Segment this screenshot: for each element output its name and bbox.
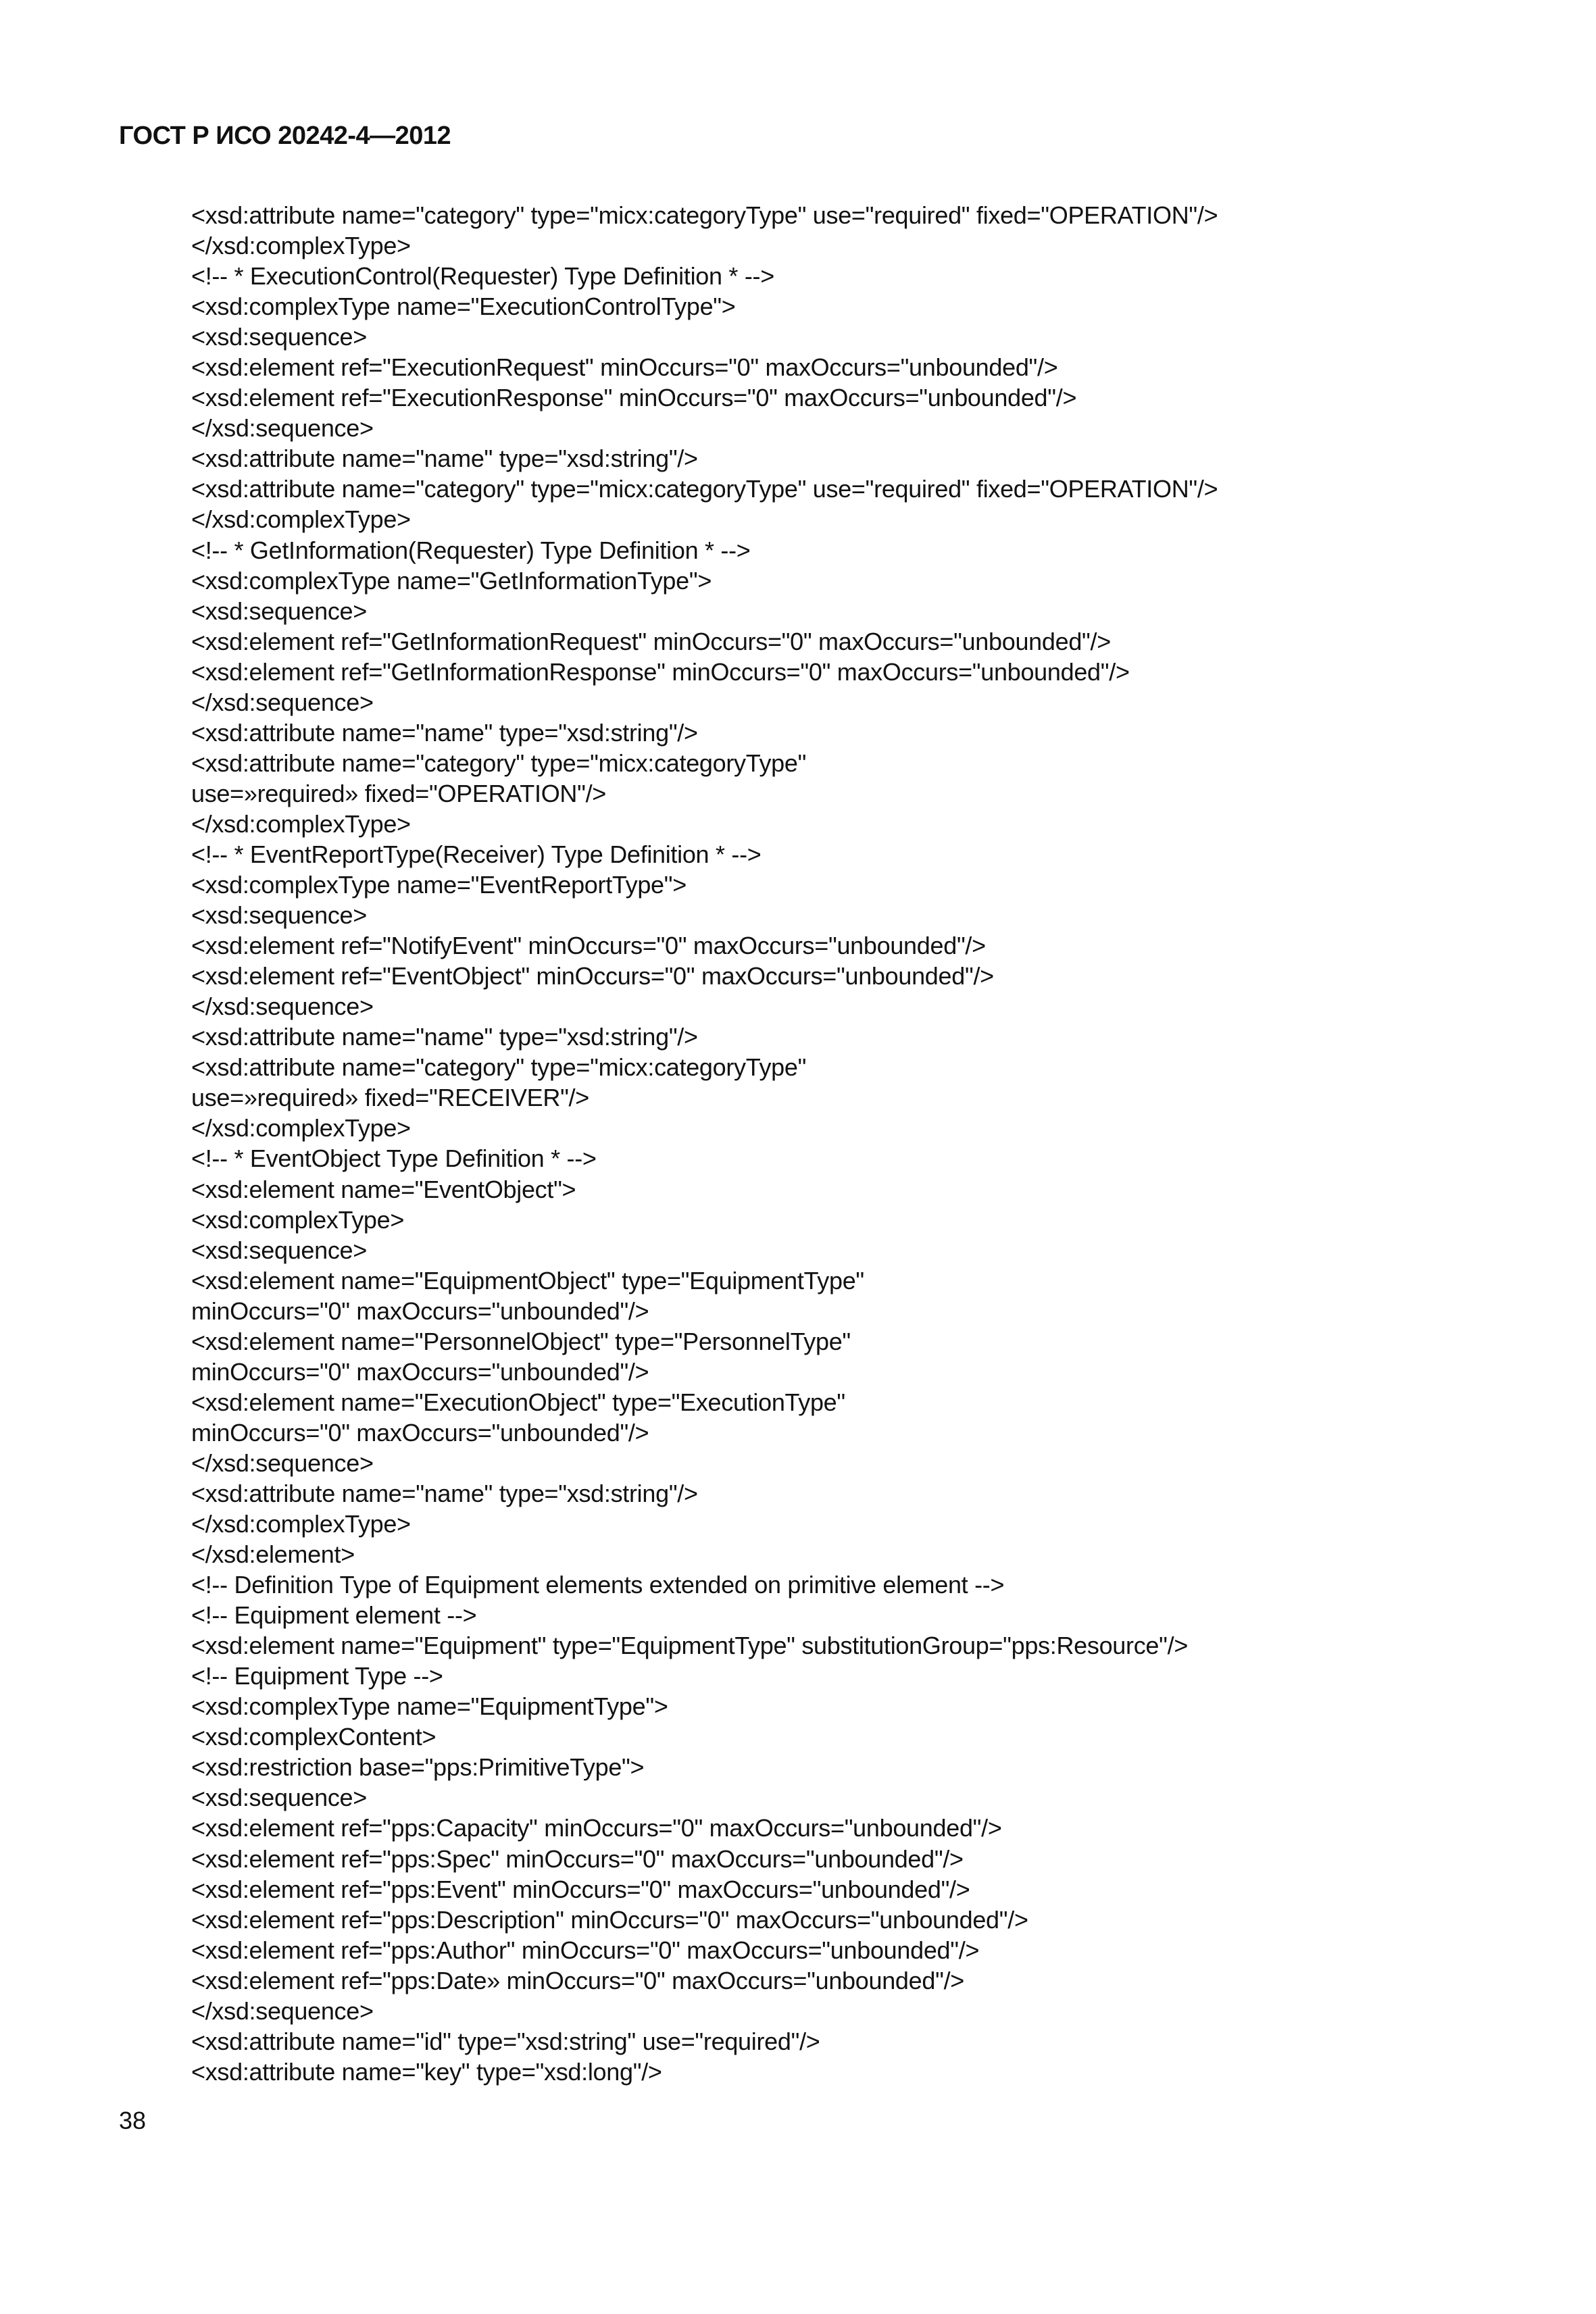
code-line: <xsd:element ref="NotifyEvent" minOccurs="0" maxOccurs="unbounded"/> — [191, 932, 986, 960]
code-line: <xsd:complexType name="GetInformationType"> — [191, 566, 712, 595]
xsd-code-listing — [191, 200, 1529, 2087]
code-line: minOccurs="0" maxOccurs="unbounded"/> — [191, 1357, 649, 1386]
code-line: </xsd:element> — [191, 1540, 355, 1569]
code-line: use=»required» fixed="OPERATION"/> — [191, 779, 606, 807]
code-line: </xsd:sequence> — [191, 992, 374, 1021]
code-line: <xsd:complexType name="EventReportType"> — [191, 871, 687, 899]
code-line: <xsd:element name="ExecutionObject" type="ExecutionType" — [191, 1388, 845, 1416]
code-line: use=»required» fixed="RECEIVER"/> — [191, 1084, 589, 1112]
code-line: minOccurs="0" maxOccurs="unbounded"/> — [191, 1297, 649, 1325]
code-line: <xsd:complexType> — [191, 1205, 405, 1234]
code-line: <xsd:sequence> — [191, 323, 367, 351]
code-line: <xsd:element ref="pps:Capacity" minOccurs="0" maxOccurs="unbounded"/> — [191, 1814, 1002, 1842]
code-line: <xsd:attribute name="key" type="xsd:long"/> — [191, 2057, 662, 2086]
code-line: <xsd:element ref="pps:Spec" minOccurs="0" maxOccurs="unbounded"/> — [191, 1844, 964, 1873]
code-line: <xsd:element name="EventObject"> — [191, 1175, 576, 1203]
code-line: <xsd:attribute name="category" type="micx:categoryType" use="required" fixed="OPERATION"/> — [191, 475, 1218, 503]
code-line: <xsd:element ref="EventObject" minOccurs="0" maxOccurs="unbounded"/> — [191, 962, 994, 990]
document-header: ГОСТ Р ИСО 20242-4—2012 — [119, 122, 451, 150]
code-line: </xsd:complexType> — [191, 232, 411, 260]
code-line: <xsd:restriction base="pps:PrimitiveType"> — [191, 1753, 645, 1782]
code-line: <xsd:attribute name="category" type="micx:categoryType" — [191, 749, 807, 777]
code-line: </xsd:complexType> — [191, 1114, 411, 1142]
code-line: </xsd:complexType> — [191, 1510, 411, 1538]
code-line: <xsd:element ref="pps:Description" minOccurs="0" maxOccurs="unbounded"/> — [191, 1905, 1028, 1934]
code-line: <!-- * ExecutionControl(Requester) Type Definition * --> — [191, 262, 774, 291]
code-line: </xsd:sequence> — [191, 1996, 374, 2025]
code-line: <xsd:complexType name="ExecutionControlType"> — [191, 293, 736, 321]
code-line: minOccurs="0" maxOccurs="unbounded"/> — [191, 1418, 649, 1447]
code-line: <xsd:complexType name="EquipmentType"> — [191, 1692, 668, 1721]
code-line: <xsd:attribute name="name" type="xsd:string"/> — [191, 1479, 698, 1507]
code-line: <xsd:attribute name="name" type="xsd:string"/> — [191, 445, 698, 473]
page-number: 38 — [119, 2107, 147, 2134]
code-line: <!-- * EventObject Type Definition * --> — [191, 1145, 597, 1173]
code-line: <!-- Equipment element --> — [191, 1601, 477, 1630]
code-line: </xsd:sequence> — [191, 414, 374, 443]
code-line: <xsd:element ref="GetInformationRequest" minOccurs="0" maxOccurs="unbounded"/> — [191, 627, 1111, 655]
code-line: <xsd:element ref="ExecutionRequest" minOccurs="0" maxOccurs="unbounded"/> — [191, 353, 1058, 382]
code-line: <xsd:sequence> — [191, 1784, 367, 1812]
code-line: <xsd:attribute name="name" type="xsd:string"/> — [191, 1023, 698, 1051]
code-line: <!-- * EventReportType(Receiver) Type Definition * --> — [191, 840, 762, 868]
code-line: <xsd:element name="PersonnelObject" type="PersonnelType" — [191, 1327, 851, 1355]
code-line: <!-- * GetInformation(Requester) Type Definition * --> — [191, 536, 751, 564]
code-line: <xsd:attribute name="id" type="xsd:string" use="required"/> — [191, 2027, 820, 2055]
code-line: <!-- Equipment Type --> — [191, 1662, 443, 1690]
code-line: </xsd:sequence> — [191, 1449, 374, 1477]
code-line: <!-- Definition Type of Equipment elements extended on primitive element --> — [191, 1571, 1005, 1599]
code-line: <xsd:element ref="pps:Event" minOccurs="0" maxOccurs="unbounded"/> — [191, 1875, 970, 1903]
code-line: <xsd:attribute name="name" type="xsd:string"/> — [191, 718, 698, 747]
code-line: <xsd:element ref="pps:Date» minOccurs="0" maxOccurs="unbounded"/> — [191, 1966, 964, 1994]
code-line: <xsd:sequence> — [191, 1236, 367, 1264]
code-line: </xsd:sequence> — [191, 688, 374, 716]
code-line: <xsd:element ref="ExecutionResponse" minOccurs="0" maxOccurs="unbounded"/> — [191, 384, 1077, 412]
code-line: <xsd:element ref="GetInformationResponse" minOccurs="0" maxOccurs="unbounded"/> — [191, 657, 1130, 686]
code-line: <xsd:element ref="pps:Author" minOccurs="0" maxOccurs="unbounded"/> — [191, 1936, 980, 1964]
code-line: <xsd:sequence> — [191, 901, 367, 930]
code-line: <xsd:element name="Equipment" type="EquipmentType" substitutionGroup="pps:Resource"/> — [191, 1632, 1189, 1660]
code-line: </xsd:complexType> — [191, 505, 411, 534]
code-line: <xsd:attribute name="category" type="micx:categoryType" use="required" fixed="OPERATION"/> — [191, 201, 1218, 229]
code-line: <xsd:sequence> — [191, 597, 367, 625]
code-line: <xsd:element name="EquipmentObject" type="EquipmentType" — [191, 1266, 864, 1294]
code-line: </xsd:complexType> — [191, 809, 411, 838]
code-line: <xsd:complexContent> — [191, 1723, 437, 1751]
code-line: <xsd:attribute name="category" type="micx:categoryType" — [191, 1053, 807, 1082]
